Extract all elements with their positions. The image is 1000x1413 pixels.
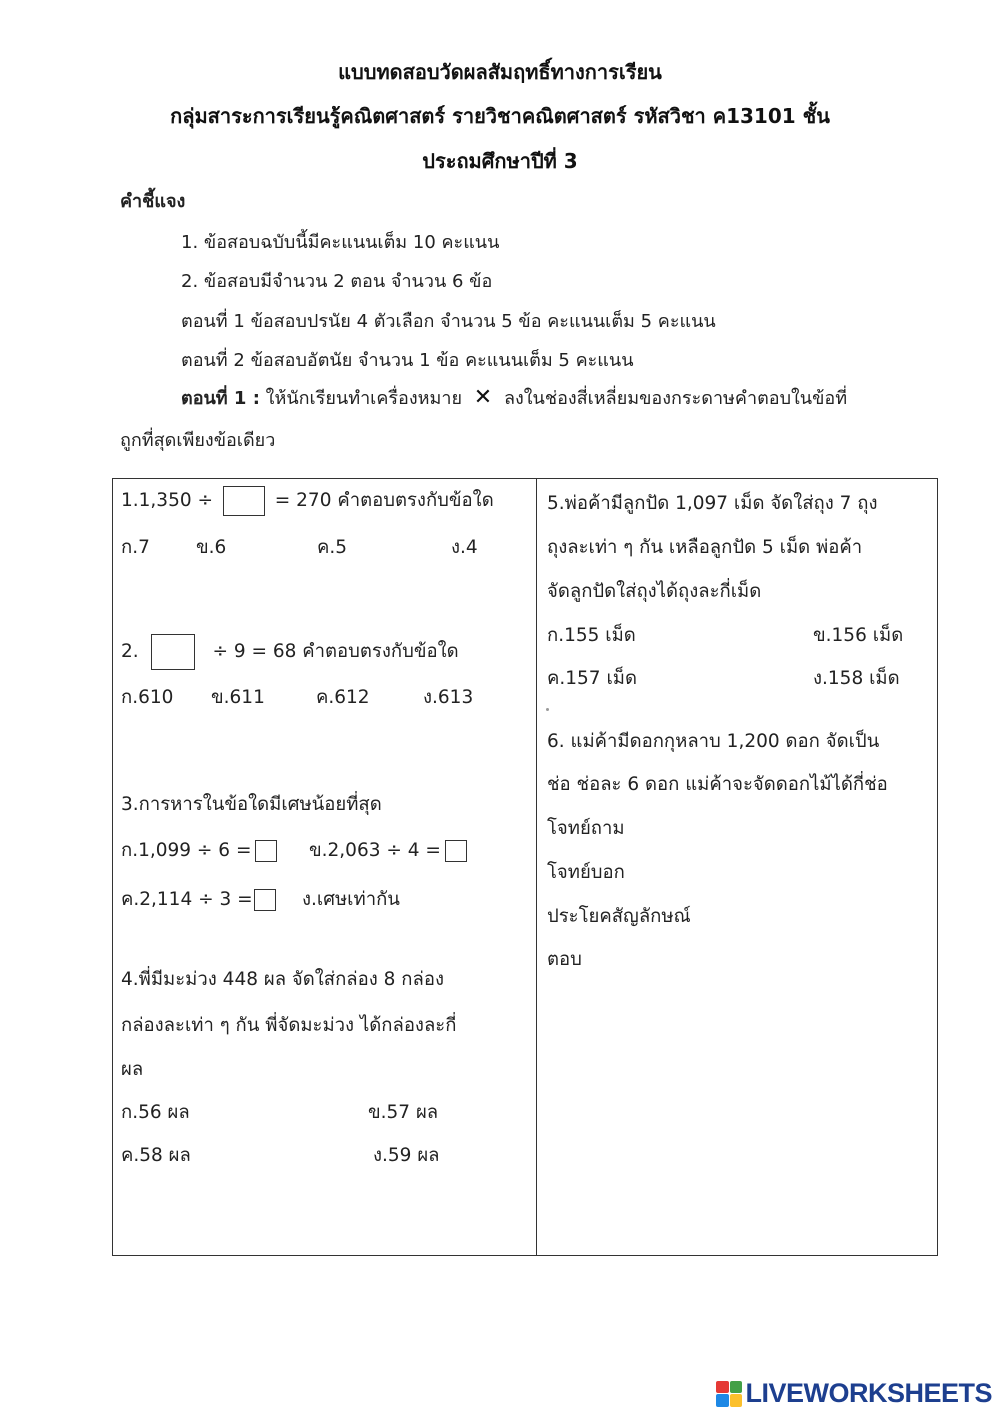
part1-description: ตอนที่ 1 ข้อสอบปรนัย 4 ตัวเลือก จำนวน 5 ข้อ คะแนนเต็ม 5 คะแนน	[181, 311, 716, 332]
q3-option-b-box[interactable]	[445, 840, 467, 862]
question-3-stem: 3.การหารในข้อใดมีเศษน้อยที่สุด	[121, 794, 382, 815]
question-2-pre: 2.	[121, 641, 139, 662]
logo-square-yellow	[730, 1394, 743, 1407]
part1-instruction-text-a: ให้นักเรียนทำเครื่องหมาย	[265, 388, 463, 409]
q3-option-d[interactable]: ง.เศษเท่ากัน	[302, 889, 400, 910]
instruction-item-1: 1. ข้อสอบฉบับนี้มีคะแนนเต็ม 10 คะแนน	[181, 232, 500, 253]
q1-option-d[interactable]: ง.4	[451, 537, 478, 558]
question-6-asked[interactable]: โจทย์ถาม	[547, 818, 625, 839]
q5-option-d[interactable]: ง.158 เม็ด	[813, 668, 900, 689]
logo-square-red	[716, 1381, 729, 1394]
document-title: แบบทดสอบวัดผลสัมฤทธิ์ทางการเรียน	[338, 60, 662, 84]
question-5-line-2: ถุงละเท่า ๆ กัน เหลือลูกปัด 5 เม็ด พ่อค้า	[547, 537, 863, 558]
question-1-post: = 270 คำตอบตรงกับข้อใด	[274, 490, 494, 511]
part1-instruction-continued: ถูกที่สุดเพียงข้อเดียว	[120, 430, 276, 451]
question-5-line-1: 5.พ่อค้ามีลูกปัด 1,097 เม็ด จัดใส่ถุง 7 ถุง	[547, 493, 878, 514]
q2-option-b[interactable]: ข.611	[211, 687, 265, 708]
question-table	[112, 478, 938, 1256]
logo-text: LIVEWORKSHEETS	[745, 1378, 992, 1408]
question-5-line-3: จัดลูกปัดใส่ถุงได้ถุงละกี่เม็ด	[547, 581, 762, 602]
part2-description: ตอนที่ 2 ข้อสอบอัตนัย จำนวน 1 ข้อ คะแนนเต็ม 5 คะแนน	[181, 350, 634, 371]
q1-option-a[interactable]: ก.7	[121, 537, 150, 558]
x-mark-icon: ✕	[473, 385, 493, 410]
q3-option-c-label: ค.2,114 ÷ 3 =	[121, 889, 253, 910]
logo-icon	[716, 1381, 742, 1407]
q2-option-d[interactable]: ง.613	[423, 687, 474, 708]
q1-option-b[interactable]: ข.6	[196, 537, 227, 558]
grade-line: ประถมศึกษาปีที่ 3	[422, 149, 578, 173]
question-1-answer-box[interactable]	[223, 486, 265, 516]
question-6-line-2: ช่อ ช่อละ 6 ดอก แม่ค้าจะจัดดอกไม้ได้กี่ช่อ	[547, 774, 888, 795]
part1-instruction	[181, 383, 847, 412]
logo-square-green	[730, 1381, 743, 1394]
q3-option-b-label: ข.2,063 ÷ 4 =	[309, 840, 441, 861]
question-6-answer[interactable]: ตอบ	[547, 949, 582, 970]
q4-option-a[interactable]: ก.56 ผล	[121, 1102, 190, 1123]
q2-option-a[interactable]: ก.610	[121, 687, 174, 708]
q3-option-a-box[interactable]	[255, 840, 277, 862]
q2-option-c[interactable]: ค.612	[316, 687, 370, 708]
q3-option-c-box[interactable]	[254, 889, 276, 911]
q3-option-c[interactable]	[121, 885, 276, 914]
q4-option-b[interactable]: ข.57 ผล	[368, 1102, 439, 1123]
part1-label: ตอนที่ 1 :	[181, 388, 260, 409]
q3-option-a[interactable]	[121, 836, 277, 865]
q1-option-c[interactable]: ค.5	[317, 537, 348, 558]
question-1-stem	[121, 486, 494, 516]
question-2-stem	[121, 634, 459, 670]
q5-option-a[interactable]: ก.155 เม็ด	[547, 625, 636, 646]
q3-option-b[interactable]	[309, 836, 467, 865]
question-2-answer-box[interactable]	[151, 634, 195, 670]
question-6-line-1: 6. แม่ค้ามีดอกกุหลาบ 1,200 ดอก จัดเป็น	[547, 731, 880, 752]
question-4-line-1: 4.พี่มีมะม่วง 448 ผล จัดใส่กล่อง 8 กล่อง	[121, 969, 444, 990]
q3-option-a-label: ก.1,099 ÷ 6 =	[121, 840, 252, 861]
stray-dot	[546, 708, 549, 711]
q5-option-c[interactable]: ค.157 เม็ด	[547, 668, 637, 689]
q5-option-b[interactable]: ข.156 เม็ด	[813, 625, 904, 646]
subject-line: กลุ่มสาระการเรียนรู้คณิตศาสตร์ รายวิชาคณิตศาสตร์ รหัสวิชา ค13101 ชั้น	[170, 104, 830, 128]
instructions-heading: คำชี้แจง	[120, 191, 186, 212]
instruction-item-2: 2. ข้อสอบมีจำนวน 2 ตอน จำนวน 6 ข้อ	[181, 271, 493, 292]
question-6-sentence[interactable]: ประโยคสัญลักษณ์	[547, 906, 691, 927]
question-2-post: ÷ 9 = 68 คำตอบตรงกับข้อใด	[212, 641, 459, 662]
liveworksheets-logo[interactable]	[716, 1378, 992, 1409]
question-4-line-3: ผล	[121, 1059, 144, 1080]
q4-option-c[interactable]: ค.58 ผล	[121, 1145, 191, 1166]
question-6-given[interactable]: โจทย์บอก	[547, 862, 625, 883]
question-1-pre: 1.1,350 ÷	[121, 490, 213, 511]
q4-option-d[interactable]: ง.59 ผล	[373, 1145, 440, 1166]
question-4-line-2: กล่องละเท่า ๆ กัน พี่จัดมะม่วง ได้กล่องละกี่	[121, 1015, 457, 1036]
part1-instruction-text-b: ลงในช่องสี่เหลี่ยมของกระดาษคำตอบในข้อที่	[503, 388, 848, 409]
table-divider	[536, 478, 537, 1256]
logo-square-blue	[716, 1394, 729, 1407]
